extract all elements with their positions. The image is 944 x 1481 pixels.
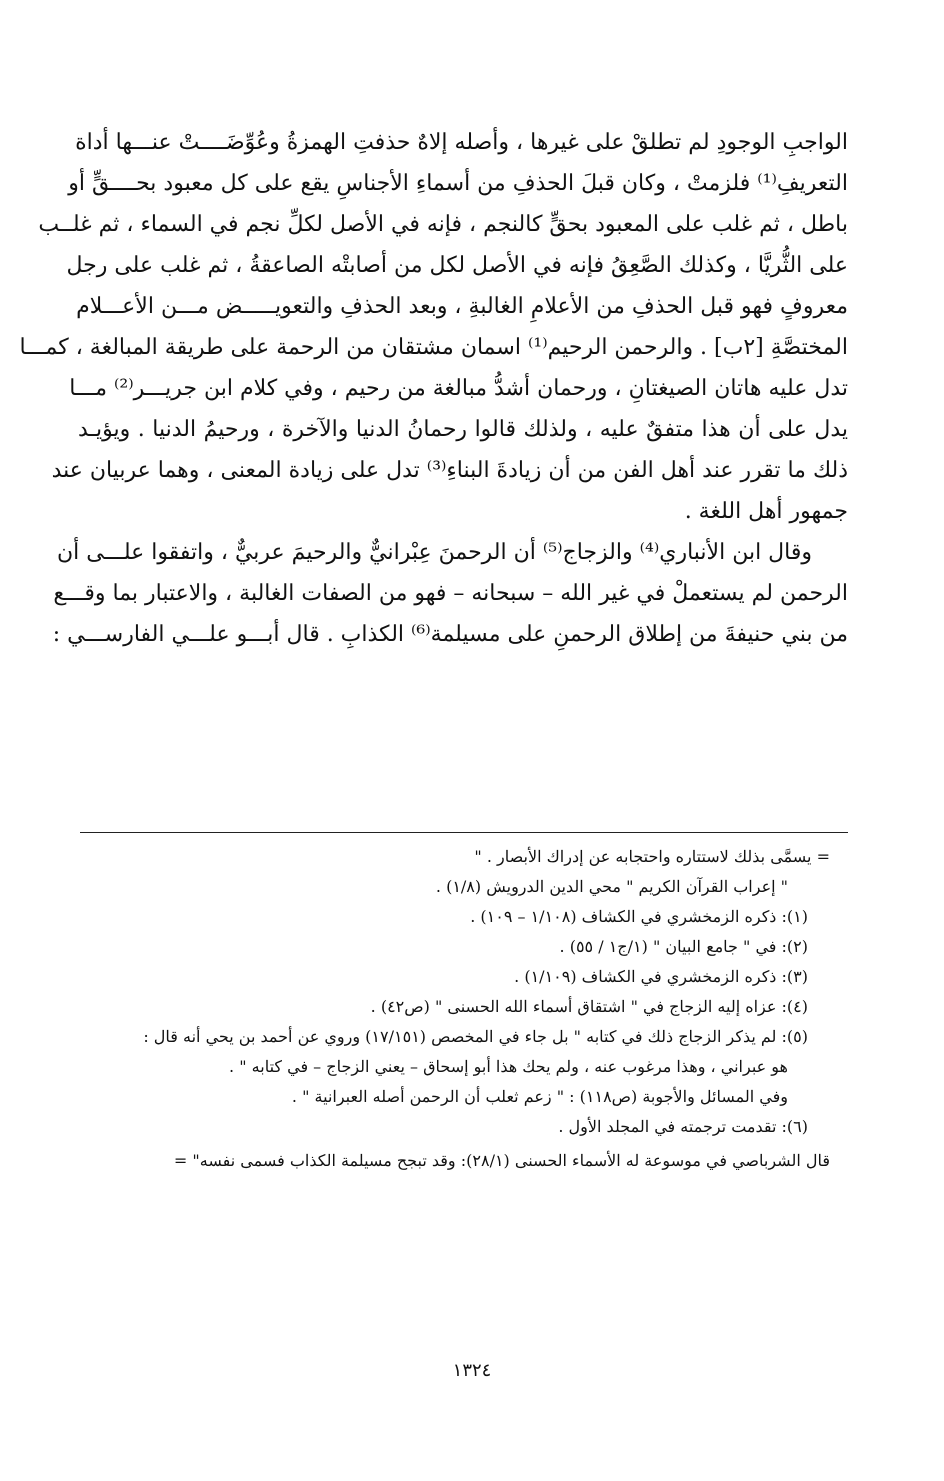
main-text-line: تدل عليه هاتان الصيغتانِ ، ورحمان أشدُّ مبالغة من رحيم ، وفي كلام ابن جريـــر⁽²⁾ مـــا <box>69 376 848 401</box>
footnote-2: (٢): في " جامع البيان " (١/ج١ / ٥٥) . <box>559 937 808 956</box>
footnote-extra: قال الشرباصي في موسوعة له الأسماء الحسنى (٢٨/١): وقد تبجح مسيلمة الكذاب فسمى نفسه" = <box>173 1151 830 1170</box>
footnotes-section <box>78 842 848 1176</box>
footnote-1: (١): ذكره الزمخشري في الكشاف (١/١٠٨ – ١٠٩) . <box>470 907 808 926</box>
footnote-5: (٥): لم يذكر الزجاج ذلك في كتابه " بل جاء في المخصص (١٧/١٥١) وروي عن أحمد بن يحي أنه قال : <box>143 1027 808 1046</box>
footnote-6: (٦): تقدمت ترجمته في المجلد الأول . <box>558 1117 808 1136</box>
main-text-body <box>19 122 848 655</box>
main-text-line: ذلك ما تقرر عند أهل الفن من أن زيادةَ البناءِ⁽³⁾ تدل على زيادة المعنى ، وهما عربيان عند <box>51 458 848 483</box>
main-text-line: يدل على أن هذا متفقٌ عليه ، ولذلك قالوا رحمانُ الدنيا والآخرة ، ورحيمُ الدنيا . ويؤيـد <box>78 417 848 442</box>
footnote-4: (٤): عزاه إليه الزجاج في " اشتقاق أسماء الله الحسنى " (ص٤٢) . <box>370 997 808 1016</box>
footnote-3: (٣): ذكره الزمخشري في الكشاف (١/١٠٩) . <box>514 967 808 986</box>
main-text-line: جمهور أهل اللغة . <box>684 499 848 524</box>
main-text-line: الواجبِ الوجودِ لم تطلقْ على غيرها ، وأصله إلاهٌ حذفتِ الهمزةُ وعُوِّضَــــتْ عنـــها أداة <box>75 130 848 155</box>
paragraph-start-line: وقال ابن الأنباري⁽⁴⁾ والزجاج⁽⁵⁾ أن الرحمنَ عِبْرانيٌّ والرحيمَ عربيٌّ ، واتفقوا علـــى أن <box>56 540 812 565</box>
main-text-line: المختصَّةِ [٢ب] . والرحمن الرحيم⁽¹⁾ اسمان مشتقان من الرحمة على طريقة المبالغة ، كمـــا <box>19 335 848 360</box>
main-text-line: الرحمن لم يستعملْ في غير الله – سبحانه – فهو من الصفات الغالبة ، والاعتبار بما وقـــع <box>53 581 848 606</box>
main-text-line: من بني حنيفةَ من إطلاق الرحمنِ على مسيلمة⁽⁶⁾ الكذابِ . قال أبـــو علـــي الفارســـي : <box>52 622 848 647</box>
footnote-5-continuation: هو عبراني ، وهذا مرغوب عنه ، ولم يحك هذا أبو إسحاق – يعني الزجاج – في كتابه " . <box>229 1057 788 1076</box>
footnote-separator <box>80 832 848 833</box>
page-number: ١٣٢٤ <box>452 1360 492 1381</box>
main-text-line: باطل ، ثم غلب على المعبود بحقٍّ كالنجم ، فإنه في الأصل لكلِّ نجم في السماء ، ثم غلــب <box>38 212 848 237</box>
main-text-line: على الثُّريَّا ، وكذلك الصَّعِقُ فإنه في الأصل لكل من أصابتْه الصاعقةُ ، ثم غلب على رجل <box>66 253 848 278</box>
main-text-line: التعريفِ⁽¹⁾ فلزمتْ ، وكان قبلَ الحذفِ من أسماءِ الأجناسِ يقع على كل معبود بحــــقٍّ أو <box>68 171 848 196</box>
footnote-continuation: " إعراب القرآن الكريم " محي الدين الدرويش (١/٨) . <box>435 877 788 896</box>
footnote-5-continuation: وفي المسائل والأجوبة (ص١١٨) : " زعم ثعلب أن الرحمن أصله العبرانية " . <box>291 1087 788 1106</box>
footnote-continuation: = يسمَّى بذلك لاستتاره واحتجابه عن إدراك الأبصار . " <box>474 847 830 866</box>
main-text-line: معروفٍ فهو قبل الحذفِ من الأعلامِ الغالبةِ ، وبعد الحذفِ والتعويـــــض مـــن الأعـــلام <box>76 294 848 319</box>
